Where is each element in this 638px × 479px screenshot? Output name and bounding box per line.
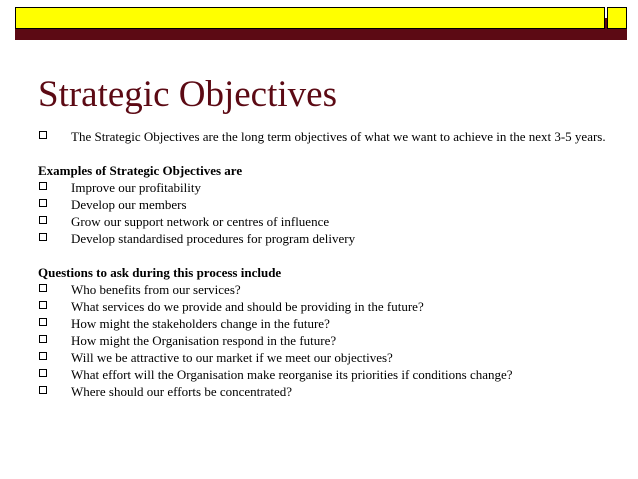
question-item	[38, 298, 618, 315]
spacer	[38, 247, 618, 264]
question-item-text: How might the stakeholders change in the future?	[71, 316, 330, 331]
question-item-text: Who benefits from our services?	[71, 282, 241, 297]
question-item-text: How might the Organisation respond in the future?	[71, 333, 337, 348]
question-item-text: Where should our efforts be concentrated?	[71, 384, 293, 399]
example-item-text: Improve our profitability	[71, 180, 201, 195]
example-item-text: Develop standardised procedures for program delivery	[71, 231, 356, 246]
intro-text: The Strategic Objectives are the long term objectives of what we want to achieve in the next 3-5 years.	[71, 129, 606, 144]
example-item-text: Grow our support network or centres of influence	[71, 214, 330, 229]
header-bar	[15, 7, 605, 29]
example-item	[38, 213, 618, 230]
square-bullet-icon	[39, 284, 47, 292]
square-bullet-icon	[39, 301, 47, 309]
question-item	[38, 281, 618, 298]
question-item	[38, 366, 618, 383]
example-item-text: Develop our members	[71, 197, 187, 212]
question-item-text: What effort will the Organisation make reorganise its priorities if conditions change?	[71, 367, 513, 382]
question-item	[38, 349, 618, 366]
square-bullet-icon	[39, 182, 47, 190]
square-bullet-icon	[39, 199, 47, 207]
slide-title: Strategic Objectives	[38, 74, 337, 115]
square-bullet-icon	[39, 335, 47, 343]
example-item	[38, 196, 618, 213]
spacer	[38, 145, 618, 162]
square-bullet-icon	[39, 369, 47, 377]
example-item	[38, 230, 618, 247]
question-item	[38, 315, 618, 332]
square-bullet-icon	[39, 233, 47, 241]
slide-body	[38, 128, 618, 400]
question-item	[38, 383, 618, 400]
question-item-text: What services do we provide and should be providing in the future?	[71, 299, 424, 314]
square-bullet-icon	[39, 386, 47, 394]
square-bullet-icon	[39, 131, 47, 139]
question-item	[38, 332, 618, 349]
example-item	[38, 179, 618, 196]
square-bullet-icon	[39, 318, 47, 326]
square-bullet-icon	[39, 216, 47, 224]
examples-heading: Examples of Strategic Objectives are	[38, 163, 243, 178]
question-item-text: Will we be attractive to our market if we meet our objectives?	[71, 350, 393, 365]
questions-heading: Questions to ask during this process include	[38, 265, 282, 280]
square-bullet-icon	[39, 352, 47, 360]
intro-item	[38, 128, 618, 145]
header-bar-square	[607, 7, 627, 29]
